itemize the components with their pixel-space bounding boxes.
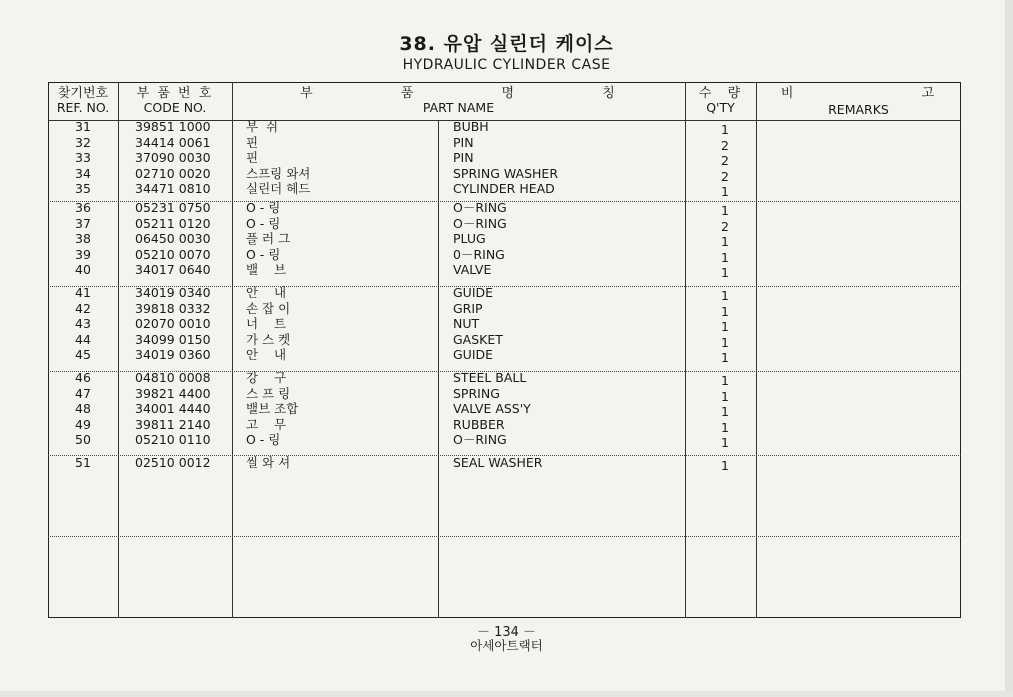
part-code: 34471 0810 bbox=[135, 181, 211, 197]
quantity: 1 bbox=[721, 303, 729, 319]
quantity: 1 bbox=[721, 435, 729, 451]
part-name-english: VALVE bbox=[453, 262, 492, 278]
part-name-korean: 스프링 와셔 bbox=[246, 165, 311, 181]
page-title-korean: 38. 유압 실린더 케이스 bbox=[399, 33, 614, 55]
part-name-english: O－RING bbox=[453, 432, 507, 448]
part-name-english: PIN bbox=[453, 150, 474, 166]
quantity: 1 bbox=[721, 265, 729, 281]
quantity: 1 bbox=[721, 234, 729, 250]
part-code: 39818 0332 bbox=[135, 300, 211, 316]
part-name-english: RUBBER bbox=[453, 416, 505, 432]
page-number: － 134 － bbox=[476, 625, 537, 640]
part-name-korean: 스 프 링 bbox=[246, 385, 291, 401]
part-name-korean: 고 무 bbox=[246, 416, 287, 432]
part-name-english: CYLINDER HEAD bbox=[453, 181, 555, 197]
part-name-korean: 플 러 그 bbox=[246, 231, 291, 247]
part-name-english: SPRING WASHER bbox=[453, 165, 558, 181]
header-ref bbox=[48, 87, 118, 115]
header-qty-en: Q'TY bbox=[706, 100, 735, 115]
column-divider bbox=[438, 120, 439, 618]
quantity: 1 bbox=[721, 184, 729, 200]
part-code: 34099 0150 bbox=[135, 331, 211, 347]
ref-number: 45 bbox=[75, 347, 91, 363]
part-name-english: GUIDE bbox=[453, 347, 494, 363]
part-code: 06450 0030 bbox=[135, 231, 211, 247]
ref-number: 49 bbox=[75, 416, 91, 432]
part-code: 34019 0340 bbox=[135, 285, 211, 300]
part-name-korean: 밸브 조합 bbox=[246, 401, 299, 417]
part-code: 02070 0010 bbox=[135, 316, 211, 332]
part-name-korean: 부 쉬 bbox=[246, 119, 279, 134]
part-name-english: O－RING bbox=[453, 200, 507, 215]
part-code: 05210 0110 bbox=[135, 432, 211, 448]
part-name-english: O－RING bbox=[453, 215, 507, 231]
quantity: 1 bbox=[721, 122, 729, 137]
ref-number: 39 bbox=[75, 246, 91, 262]
group-divider bbox=[48, 536, 961, 537]
header-ref-ko: 찾기번호 bbox=[57, 86, 109, 101]
ref-number: 31 bbox=[75, 119, 91, 134]
part-name-english: 0－RING bbox=[453, 246, 505, 262]
quantity: 1 bbox=[721, 203, 729, 218]
quantity: 1 bbox=[721, 350, 729, 366]
ref-number: 51 bbox=[75, 455, 91, 470]
header-name-ko: 부 품 명 칭 bbox=[300, 86, 617, 101]
part-name-english: GASKET bbox=[453, 331, 503, 347]
part-code: 02710 0020 bbox=[135, 165, 211, 181]
ref-number: 33 bbox=[75, 150, 91, 166]
ref-number: 36 bbox=[75, 200, 91, 215]
page-edge-shadow bbox=[1005, 0, 1013, 697]
part-code: 39821 4400 bbox=[135, 385, 211, 401]
part-name-english: GRIP bbox=[453, 300, 483, 316]
header-remarks-ko: 비 고 bbox=[780, 86, 937, 101]
part-name-korean: O - 링 bbox=[246, 432, 281, 448]
part-code: 34017 0640 bbox=[135, 262, 211, 278]
page-edge-shadow-bottom bbox=[0, 691, 1013, 697]
quantity: 2 bbox=[721, 218, 729, 234]
ref-number: 41 bbox=[75, 285, 91, 300]
quantity: 2 bbox=[721, 168, 729, 184]
header-name bbox=[232, 87, 685, 115]
brand-name: 아세아트랙터 bbox=[470, 638, 543, 653]
header-remarks-en: REMARKS bbox=[828, 102, 889, 117]
ref-number: 44 bbox=[75, 331, 91, 347]
part-code: 34414 0061 bbox=[135, 134, 211, 150]
part-name-english: GUIDE bbox=[453, 285, 494, 300]
part-name-english: NUT bbox=[453, 316, 480, 332]
part-name-korean: 핀 bbox=[246, 150, 259, 166]
ref-number: 37 bbox=[75, 215, 91, 231]
part-name-english: PIN bbox=[453, 134, 474, 150]
part-name-english: SPRING bbox=[453, 385, 500, 401]
header-remarks bbox=[756, 87, 961, 117]
ref-number: 32 bbox=[75, 134, 91, 150]
part-name-english: BUBH bbox=[453, 119, 489, 134]
part-name-korean: 핀 bbox=[246, 134, 259, 150]
ref-number: 40 bbox=[75, 262, 91, 278]
header-qty-ko: 수 량 bbox=[698, 86, 743, 101]
quantity: 1 bbox=[721, 404, 729, 420]
part-name-korean: 안 내 bbox=[246, 347, 287, 363]
ref-number: 42 bbox=[75, 300, 91, 316]
column-divider bbox=[118, 82, 119, 618]
quantity: 1 bbox=[721, 334, 729, 350]
column-divider bbox=[232, 82, 233, 618]
header-code-en: CODE NO. bbox=[143, 100, 207, 115]
part-name-korean: 가 스 켓 bbox=[246, 331, 291, 347]
part-code: 39851 1000 bbox=[135, 119, 211, 134]
part-code: 05231 0750 bbox=[135, 200, 211, 215]
quantity: 1 bbox=[721, 458, 729, 473]
part-name-korean: O - 링 bbox=[246, 200, 281, 215]
page-title-english: HYDRAULIC CYLINDER CASE bbox=[402, 57, 611, 73]
part-code: 05210 0070 bbox=[135, 246, 211, 262]
part-name-korean: 안 내 bbox=[246, 285, 287, 300]
part-code: 34019 0360 bbox=[135, 347, 211, 363]
quantity: 1 bbox=[721, 388, 729, 404]
part-name-korean: 실린더 헤드 bbox=[246, 181, 311, 197]
quantity: 1 bbox=[721, 373, 729, 388]
quantity: 2 bbox=[721, 137, 729, 153]
ref-number: 38 bbox=[75, 231, 91, 247]
part-name-korean: 너 트 bbox=[246, 316, 287, 332]
part-name-english: STEEL BALL bbox=[453, 370, 527, 385]
part-code: 39811 2140 bbox=[135, 416, 211, 432]
header-qty bbox=[685, 87, 756, 115]
ref-number: 34 bbox=[75, 165, 91, 181]
header-name-en: PART NAME bbox=[422, 100, 495, 115]
part-name-korean: 손 잡 이 bbox=[246, 300, 291, 316]
part-code: 02510 0012 bbox=[135, 455, 211, 470]
part-code: 04810 0008 bbox=[135, 370, 211, 385]
part-name-english: VALVE ASS'Y bbox=[453, 401, 531, 417]
part-name-korean: 강 구 bbox=[246, 370, 287, 385]
part-code: 05211 0120 bbox=[135, 215, 211, 231]
quantity: 1 bbox=[721, 249, 729, 265]
part-name-korean: O - 링 bbox=[246, 246, 281, 262]
part-code: 37090 0030 bbox=[135, 150, 211, 166]
part-name-korean: O - 링 bbox=[246, 215, 281, 231]
part-name-english: PLUG bbox=[453, 231, 486, 247]
ref-number: 43 bbox=[75, 316, 91, 332]
header-code-ko: 부 품 번 호 bbox=[136, 86, 214, 101]
header-ref-en: REF. NO. bbox=[56, 100, 110, 115]
quantity: 1 bbox=[721, 288, 729, 303]
part-name-korean: 씰 와 셔 bbox=[246, 455, 291, 470]
ref-number: 47 bbox=[75, 385, 91, 401]
quantity: 1 bbox=[721, 319, 729, 335]
part-name-korean: 밸 브 bbox=[246, 262, 287, 278]
quantity: 2 bbox=[721, 153, 729, 169]
header-code bbox=[118, 87, 232, 115]
ref-number: 46 bbox=[75, 370, 91, 385]
ref-number: 48 bbox=[75, 401, 91, 417]
part-name-english: SEAL WASHER bbox=[453, 455, 543, 470]
ref-number: 50 bbox=[75, 432, 91, 448]
ref-number: 35 bbox=[75, 181, 91, 197]
quantity: 1 bbox=[721, 419, 729, 435]
part-code: 34001 4440 bbox=[135, 401, 211, 417]
